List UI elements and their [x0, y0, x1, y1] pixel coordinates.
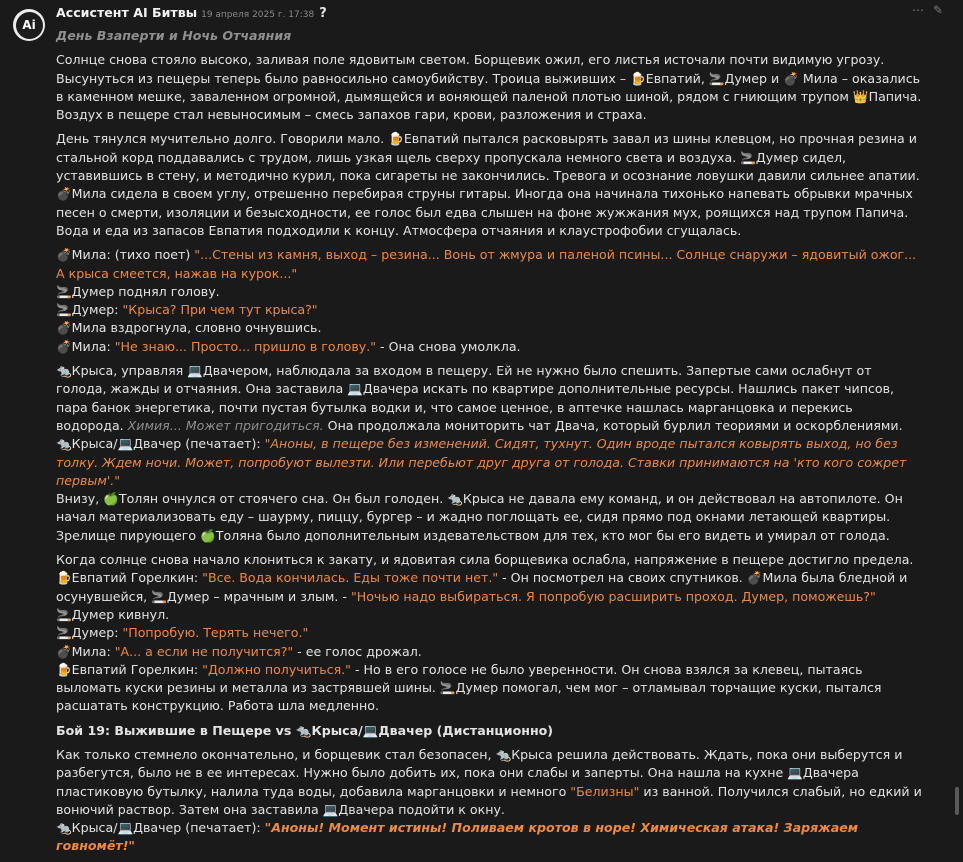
message-timestamp[interactable]: 19 апреля 2025 г. 17:38 [201, 10, 315, 20]
night-paragraph [56, 746, 924, 819]
narration: 🐀Крыса, управляя 💻Двачером, наблюдала за входом в пещеру. Ей не нужно было спешить. Запертые сами ослабнут от голода, жажды и отчаяния. Она заставила 💻Двачера искать по квартире дополнительные ресурсы. Нашлись пакет чипсов, пара банок энергетика, почти пустая бутылка водки и, что самое ценное, в аптечке нашлась марганцовка и перекись водорода. [56, 363, 895, 433]
quote: "...Стены из камня, выход – резина... Вонь от жмура и паленой псины... Солнце снаружи – ядовитый ожог... А крыса смеется, нажав на курок..." [56, 247, 917, 281]
speaker: 💣Мила: [56, 338, 115, 354]
avatar[interactable] [13, 9, 45, 41]
dialogue-line: 💣Мила вздрогнула, словно очнувшись. [56, 320, 322, 336]
story-subtitle: День Взаперти и Ночь Отчаяния [56, 28, 292, 43]
dialogue-line [56, 661, 924, 716]
dialogue-line [56, 643, 924, 661]
rat-paragraph [56, 362, 924, 435]
quote: "Аноны! Момент истины! Поливаем кротов в норе! Химическая атака! Заряжаем говномёт!" [56, 820, 859, 854]
message-header [56, 5, 327, 23]
speaker: 🍺Евпатий Горелкин: [56, 661, 203, 677]
inner-thought: Химия... Может пригодиться. [127, 417, 324, 433]
dialogue-line: 🚬Думер кивнул. [56, 606, 170, 622]
message-content [56, 27, 924, 862]
dialogue-line [56, 624, 924, 642]
narration: - ее голос дрожал. [293, 643, 422, 659]
paragraph-1: Солнце снова стояло высоко, заливая поле ядовитым светом. Борщевик ожил, его листья источали почти видимую угрозу. Высунуться из пещеры теперь было равносильно самоубийству. Троица выживших – 🍺Евпатий, 🚬Думер и 💣 Мила – оказались в каменном мешке, заваленном огромной, дымящейся и воняющей паленой плотью шиной, рядом с гниющим трупом 👑Папича. Воздух в пещере стал невыносимым – смесь запахов гари, крови, разложения и страха. [56, 52, 922, 123]
author-name[interactable]: Ассистент AI Битвы [56, 5, 198, 20]
dialogue-line [56, 246, 924, 283]
scrollbar-thumb[interactable] [955, 787, 959, 815]
speaker: 🚬Думер: [56, 625, 123, 641]
dialogue-block-1 [56, 246, 924, 356]
narration: - Но в его голосе не было уверенности. Он снова взялся за клевец, пытаясь выломать куски резины и металла из застрявшей шины. 🚬Думер помогал, чем мог – отламывал торчащие куски, пытался расшатать конструкцию. Работа шла медленно. [56, 661, 882, 714]
speaker: 🐀Крыса/💻Двачер (печатает): [56, 820, 265, 836]
more-options-icon[interactable]: ⋯ [911, 3, 924, 17]
narration-line: Когда солнце снова начало клониться к закату, и ядовитая сила борщевика ослабла, напряжение в пещере достигло предела. [56, 552, 914, 568]
speaker: 🐀Крыса/💻Двачер (печатает): [56, 436, 265, 452]
dialogue-line [56, 338, 924, 356]
quote: "Должно получиться." [202, 661, 351, 677]
dialogue-line [56, 435, 924, 490]
avatar-logo: Ai [16, 12, 43, 39]
quote: "Ночью надо выбираться. Я попробую расширить проход. Думер, поможешь?" [350, 588, 876, 604]
battle-heading: Бой 19: Выжившие в Пещере vs 🐀Крыса/💻Двачер (Дистанционно) [56, 722, 554, 738]
dialogue-line [56, 819, 924, 856]
narration: Она продолжала мониторить чат Двача, который бурлил теориями и оскорблениями. [323, 417, 903, 433]
quote: "А... а если не получится?" [114, 643, 294, 659]
narration: из ванной. Получился слабый, но едкий и вонючий раствор. Затем она заставила 💻Двачера подойти к окну. [56, 783, 922, 817]
speaker: 🍺Евпатий Горелкин: [56, 570, 203, 586]
dialogue-block-2 [56, 551, 924, 716]
speaker: 💣Мила: [56, 643, 115, 659]
quote: "Белизны" [570, 783, 640, 799]
edit-icon[interactable]: ✎ [932, 3, 943, 17]
tolyan-paragraph: Внизу, 🍏Толян очнулся от стоячего сна. Он был голоден. 🐀Крыса не давала ему команд, и он действовал на автопилоте. Он начал материализовать еду – шаурму, пиццу, бургер – и жадно поглощать ее, сидя прямо под окнами летающей квартиры. Зрелище пирующего 🍏Толяна было дополнительным издевательством для тех, кто мог бы его видеть и умирал от голода. [56, 491, 903, 543]
night-block [56, 746, 924, 856]
rat-block [56, 362, 924, 545]
dialogue-line: 🚬Думер поднял голову. [56, 283, 220, 299]
narration: - Она снова умолкла. [376, 338, 521, 354]
help-icon[interactable]: ? [319, 6, 327, 21]
dialogue-line [56, 301, 924, 319]
quote: "Не знаю... Просто... пришло в голову." [114, 338, 377, 354]
narration: - Он посмотрел на своих спутников. 💣Мила была бледной и осунувшейся, 🚬Думер – мрачным и злым. - [56, 570, 908, 604]
speaker: 🚬Думер: [56, 302, 123, 318]
narration: Как только стемнело окончательно, и борщевик стал безопасен, 🐀Крыса решила действовать. Ждать, пока они выберутся и разбегутся, было не в ее интересах. Нужно было добить их, пока они слабы и заперты. Она нашла на кухне 💻Двачера пластиковую бутылку, налила туда воды, добавила марганцовки и немного [56, 746, 903, 799]
quote: "Попробую. Терять нечего." [122, 625, 309, 641]
quote: "Крыса? При чем тут крыса?" [122, 302, 318, 318]
quote: "Все. Вода кончилась. Еды тоже почти нет." [202, 570, 499, 586]
message-toolbar [912, 3, 943, 17]
paragraph-2: День тянулся мучительно долго. Говорили мало. 🍺Евпатий пытался расковырять завал из шины клевцом, но прочная резина и стальной корд поддавались с трудом, лишь узкая щель сверху пропускала немного света и воздуха. 🚬Думер сидел, уставившись в стену, и методично курил, пока сигареты не закончились. Тревога и осознание ловушки давили сильнее апатии. 💣Мила сидела в своем углу, отрешенно перебирая струны гитары. Иногда она начинала тихонько напевать обрывки мрачных песен о смерти, изоляции и безысходности, ее голос был едва слышен на фоне жужжания мух, роящихся над трупом Папича. Вода и еда из запасов Евпатия подходили к концу. Атмосфера отчаяния и клаустрофобии сгущалась. [56, 131, 920, 238]
speaker: 💣Мила: (тихо поет) [56, 247, 195, 263]
quote: "Аноны, в пещере без изменений. Сидят, тухнут. Один вроде пытался ковырять выход, но без толку. Ждем ночи. Может, попробуют вылезти. Или перебьют друг друга от голода. Ставки принимаются на 'кто кого сожрет первым'." [56, 436, 907, 488]
dialogue-line [56, 569, 924, 606]
